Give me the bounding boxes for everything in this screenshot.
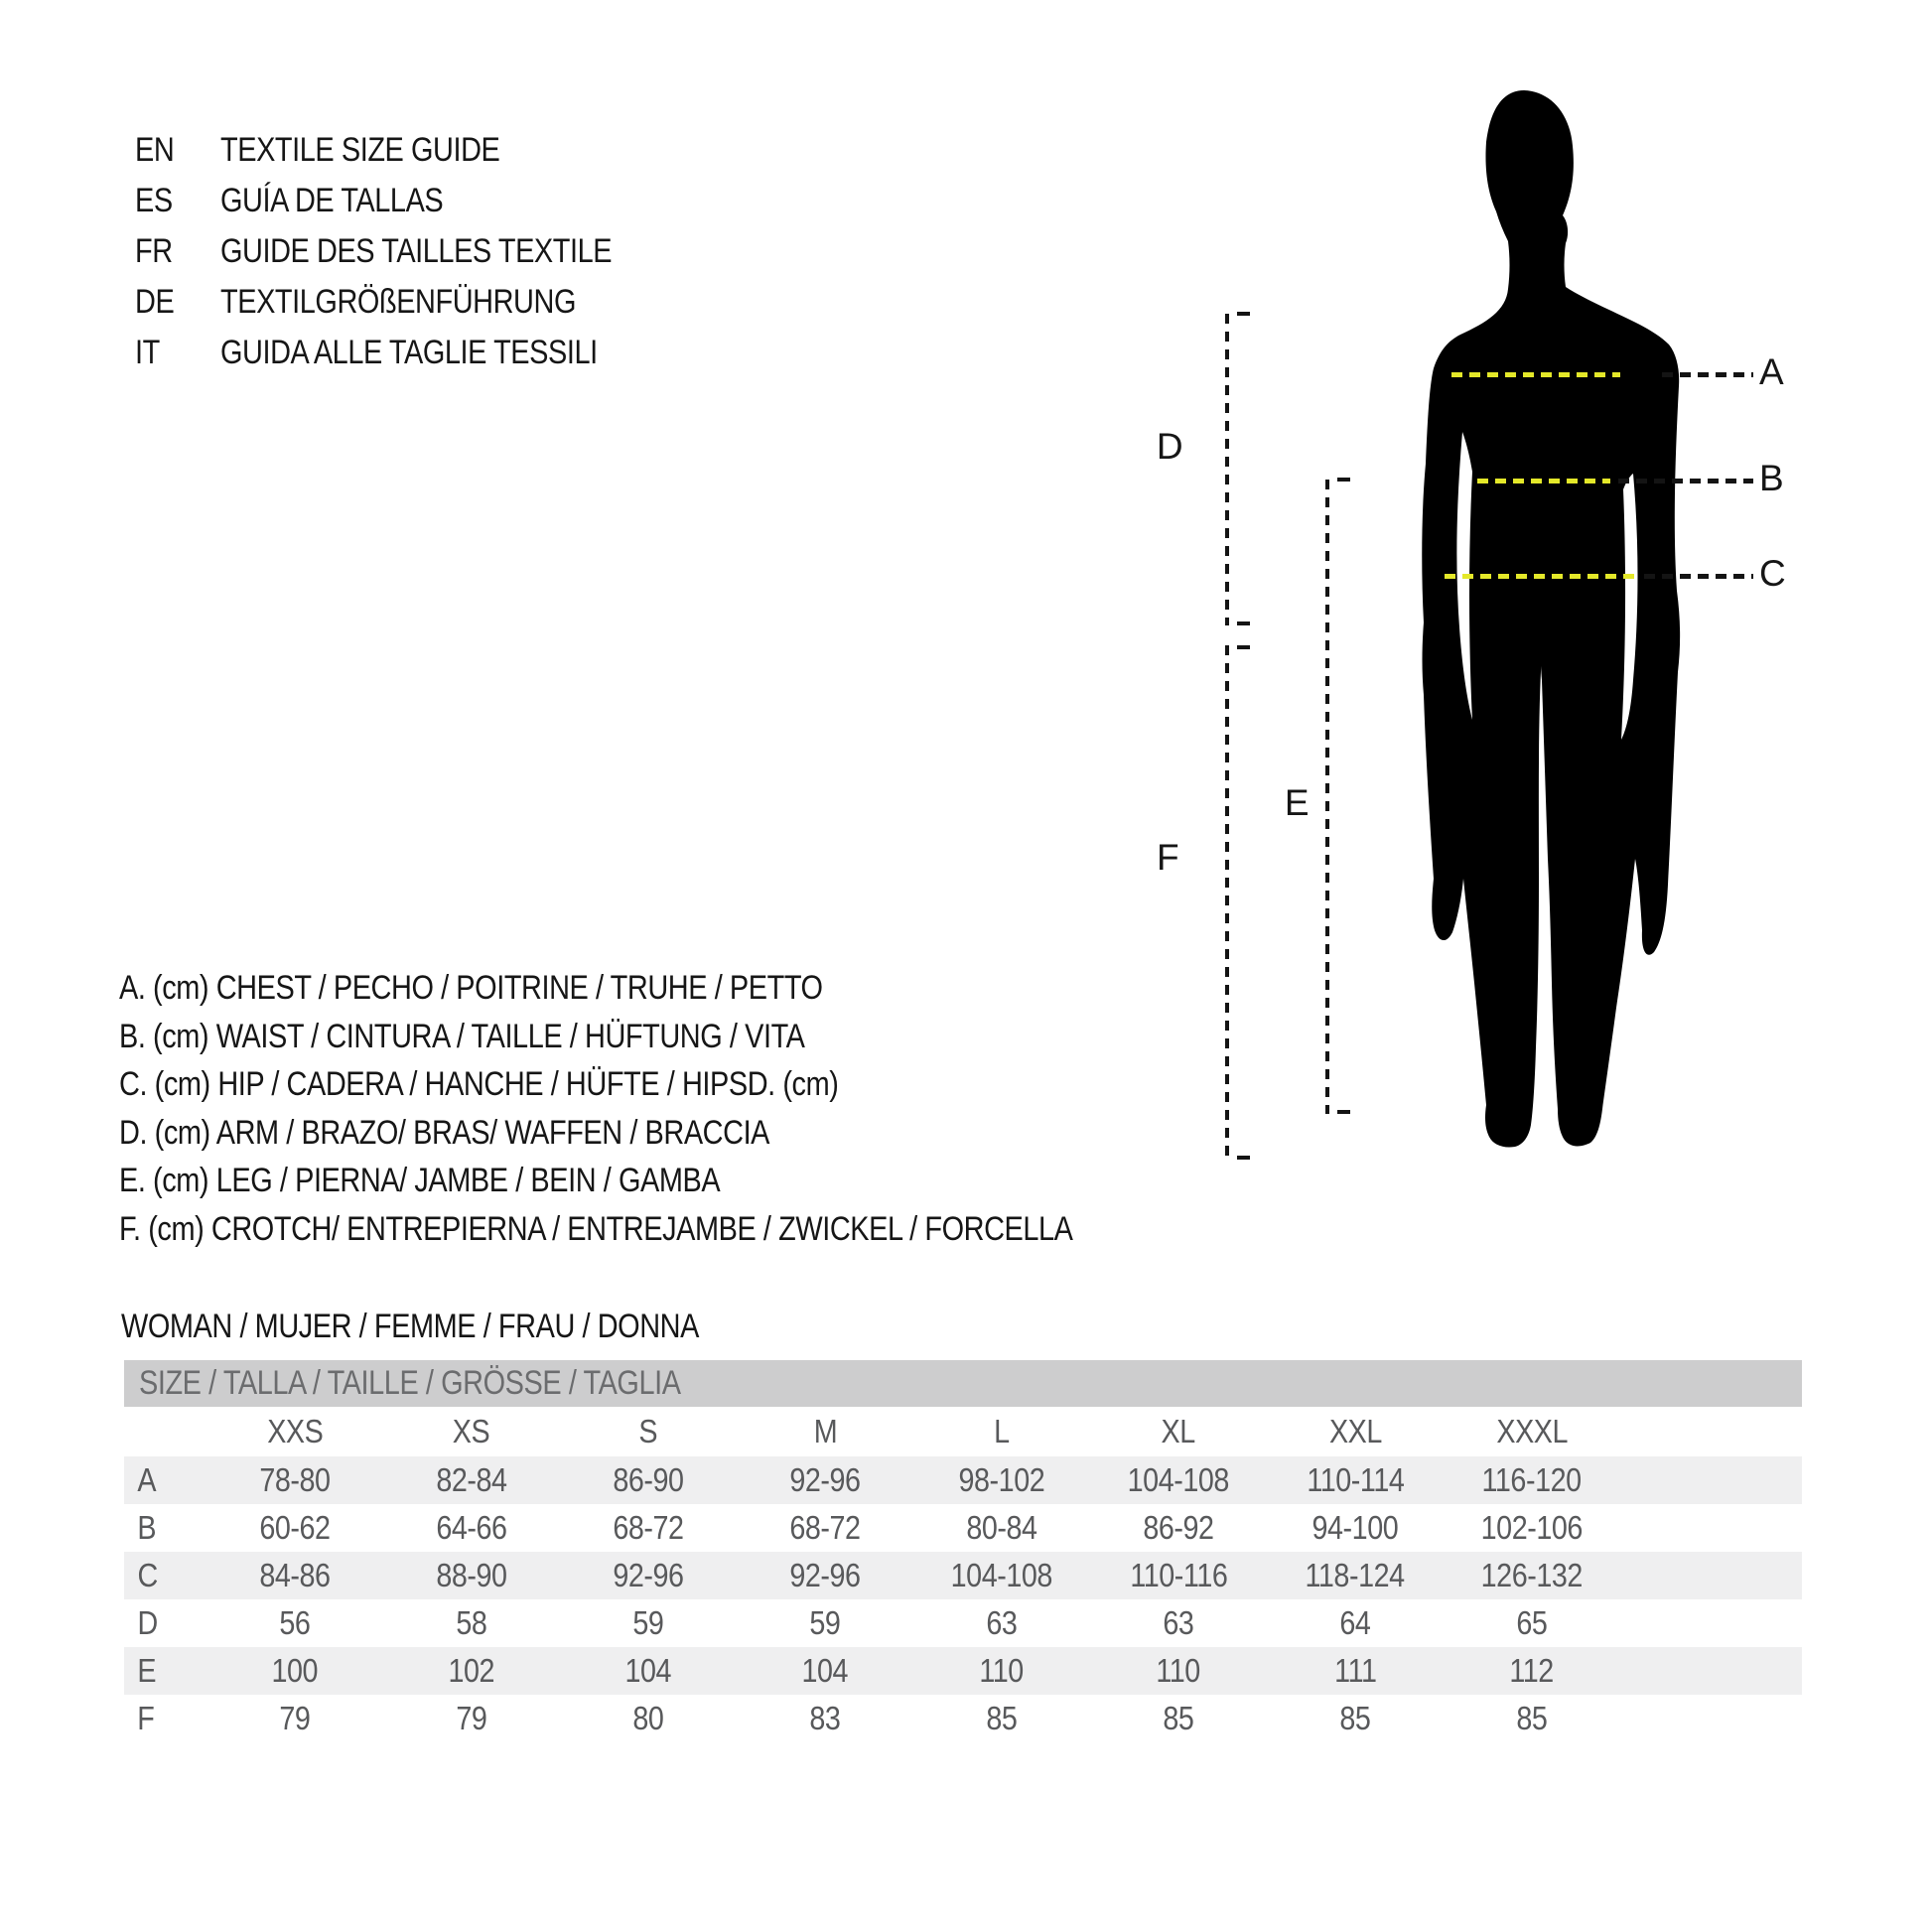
arm-line-bottom-tick bbox=[1237, 621, 1250, 625]
row-label: E bbox=[137, 1652, 157, 1689]
cell: 64-66 bbox=[436, 1509, 507, 1546]
cell: 83 bbox=[809, 1700, 841, 1736]
size-col-s: S bbox=[638, 1413, 658, 1449]
cell: 88-90 bbox=[436, 1557, 507, 1593]
size-col-xxl: XXL bbox=[1328, 1413, 1382, 1449]
figure-label-f: F bbox=[1156, 837, 1179, 878]
table-row-hip bbox=[124, 1552, 1802, 1599]
cell: 86-92 bbox=[1143, 1509, 1214, 1546]
cell: 110-116 bbox=[1129, 1557, 1228, 1593]
figure-label-a: A bbox=[1759, 351, 1784, 392]
language-title: GUIDE DES TAILLES TEXTILE bbox=[220, 232, 613, 270]
cell: 58 bbox=[456, 1604, 487, 1641]
legend-line-arm: D. (cm) ARM / BRAZO/ BRAS/ WAFFEN / BRACCIA bbox=[119, 1113, 770, 1152]
cell: 60-62 bbox=[259, 1509, 331, 1546]
leg-measure-line bbox=[1325, 480, 1329, 1114]
figure-label-e: E bbox=[1284, 782, 1310, 823]
legend-line-leg: E. (cm) LEG / PIERNA/ JAMBE / BEIN / GAMBA bbox=[119, 1162, 721, 1199]
size-col-l: L bbox=[994, 1413, 1010, 1449]
cell: 111 bbox=[1333, 1652, 1377, 1689]
arm-line-top-tick bbox=[1237, 312, 1250, 316]
chest-line-callout-dash bbox=[1662, 372, 1753, 377]
cell: 104 bbox=[801, 1652, 849, 1689]
row-label: D bbox=[137, 1604, 158, 1641]
leg-line-top-tick bbox=[1337, 478, 1350, 482]
language-row-fr bbox=[135, 226, 681, 277]
cell: 85 bbox=[986, 1700, 1018, 1736]
cell: 79 bbox=[279, 1700, 311, 1736]
legend-line-crotch: F. (cm) CROTCH/ ENTREPIERNA / ENTREJAMBE / ZWICKEL / FORCELLA bbox=[119, 1209, 1073, 1248]
section-title-woman: WOMAN / MUJER / FEMME / FRAU / DONNA bbox=[121, 1308, 699, 1345]
size-col-xs: XS bbox=[453, 1413, 490, 1449]
size-table-header-text: SIZE / TALLA / TAILLE / GRÖSSE / TAGLIA bbox=[139, 1364, 681, 1402]
size-table-sizes-row bbox=[124, 1407, 1802, 1456]
language-code: DE bbox=[135, 283, 175, 321]
cell: 104 bbox=[624, 1652, 672, 1689]
language-code: FR bbox=[135, 232, 173, 270]
cell: 56 bbox=[279, 1604, 311, 1641]
arm-measure-line bbox=[1225, 314, 1229, 625]
cell: 92-96 bbox=[789, 1461, 861, 1498]
cell: 64 bbox=[1339, 1604, 1371, 1641]
cell: 100 bbox=[271, 1652, 319, 1689]
size-col-xxxl: XXXL bbox=[1496, 1413, 1568, 1449]
cell: 110-114 bbox=[1306, 1461, 1405, 1498]
table-row-chest bbox=[124, 1456, 1802, 1504]
cell: 59 bbox=[809, 1604, 841, 1641]
language-row-es bbox=[135, 176, 483, 226]
cell: 65 bbox=[1516, 1604, 1548, 1641]
language-row-it bbox=[135, 328, 664, 378]
cell: 102 bbox=[448, 1652, 495, 1689]
legend-line-waist: B. (cm) WAIST / CINTURA / TAILLE / HÜFTUNG / VITA bbox=[119, 1017, 805, 1055]
cell: 112 bbox=[1509, 1652, 1555, 1689]
row-label: C bbox=[137, 1557, 158, 1593]
cell: 63 bbox=[986, 1604, 1018, 1641]
row-label: B bbox=[137, 1509, 157, 1546]
table-row-leg bbox=[124, 1647, 1802, 1695]
cell: 84-86 bbox=[259, 1557, 331, 1593]
legend-line-chest: A. (cm) CHEST / PECHO / POITRINE / TRUHE / PETTO bbox=[119, 969, 823, 1007]
cell: 92-96 bbox=[789, 1557, 861, 1593]
size-col-xxs: XXS bbox=[266, 1413, 324, 1449]
cell: 102-106 bbox=[1480, 1509, 1584, 1546]
cell: 85 bbox=[1163, 1700, 1194, 1736]
cell: 110 bbox=[979, 1652, 1025, 1689]
row-label: A bbox=[137, 1461, 157, 1498]
language-title: TEXTILE SIZE GUIDE bbox=[220, 131, 500, 169]
cell: 118-124 bbox=[1305, 1557, 1406, 1593]
size-col-m: M bbox=[813, 1413, 837, 1449]
woman-silhouette-svg bbox=[1385, 84, 1683, 1152]
chest-line-body-dash bbox=[1451, 372, 1620, 377]
table-row-arm bbox=[124, 1599, 1802, 1647]
cell: 104-108 bbox=[950, 1557, 1053, 1593]
cell: 110 bbox=[1156, 1652, 1201, 1689]
language-code: EN bbox=[135, 131, 175, 169]
language-code: ES bbox=[135, 182, 173, 219]
figure-label-d: D bbox=[1156, 426, 1183, 467]
cell: 63 bbox=[1163, 1604, 1194, 1641]
hip-line-body-dash bbox=[1445, 574, 1636, 579]
cell: 80-84 bbox=[966, 1509, 1037, 1546]
cell: 94-100 bbox=[1311, 1509, 1399, 1546]
language-row-de bbox=[135, 277, 638, 328]
legend-line-hip: C. (cm) HIP / CADERA / HANCHE / HÜFTE / HIPSD. (cm) bbox=[119, 1065, 839, 1103]
table-row-waist bbox=[124, 1504, 1802, 1552]
size-table-header-bar bbox=[124, 1360, 1802, 1407]
cell: 98-102 bbox=[958, 1461, 1045, 1498]
cell: 126-132 bbox=[1480, 1557, 1584, 1593]
size-col-xl: XL bbox=[1161, 1413, 1196, 1449]
hip-line-callout-dash bbox=[1644, 574, 1753, 579]
cell: 78-80 bbox=[259, 1461, 331, 1498]
cell: 80 bbox=[632, 1700, 664, 1736]
waist-line-callout-dash bbox=[1618, 479, 1753, 483]
table-row-crotch bbox=[124, 1695, 1802, 1742]
crotch-line-bottom-tick bbox=[1237, 1156, 1250, 1160]
cell: 116-120 bbox=[1481, 1461, 1583, 1498]
figure-label-c: C bbox=[1759, 553, 1786, 594]
cell: 85 bbox=[1339, 1700, 1371, 1736]
language-row-en bbox=[135, 125, 549, 176]
cell: 85 bbox=[1516, 1700, 1548, 1736]
language-title: TEXTILGRÖßENFÜHRUNG bbox=[220, 283, 577, 321]
cell: 86-90 bbox=[613, 1461, 684, 1498]
waist-line-body-dash bbox=[1477, 479, 1610, 483]
cell: 82-84 bbox=[436, 1461, 507, 1498]
cell: 92-96 bbox=[613, 1557, 684, 1593]
language-title: GUÍA DE TALLAS bbox=[220, 182, 444, 219]
cell: 79 bbox=[456, 1700, 487, 1736]
language-code: IT bbox=[135, 334, 160, 371]
cell: 104-108 bbox=[1127, 1461, 1230, 1498]
crotch-measure-line bbox=[1225, 645, 1229, 1160]
language-title: GUIDA ALLE TAGLIE TESSILI bbox=[220, 334, 598, 371]
cell: 68-72 bbox=[789, 1509, 861, 1546]
cell: 59 bbox=[632, 1604, 664, 1641]
crotch-line-top-tick bbox=[1237, 645, 1250, 649]
woman-silhouette-figure bbox=[1385, 84, 1683, 1152]
row-label: F bbox=[137, 1700, 155, 1736]
cell: 68-72 bbox=[613, 1509, 684, 1546]
figure-label-b: B bbox=[1759, 458, 1784, 498]
leg-line-bottom-tick bbox=[1337, 1110, 1350, 1114]
